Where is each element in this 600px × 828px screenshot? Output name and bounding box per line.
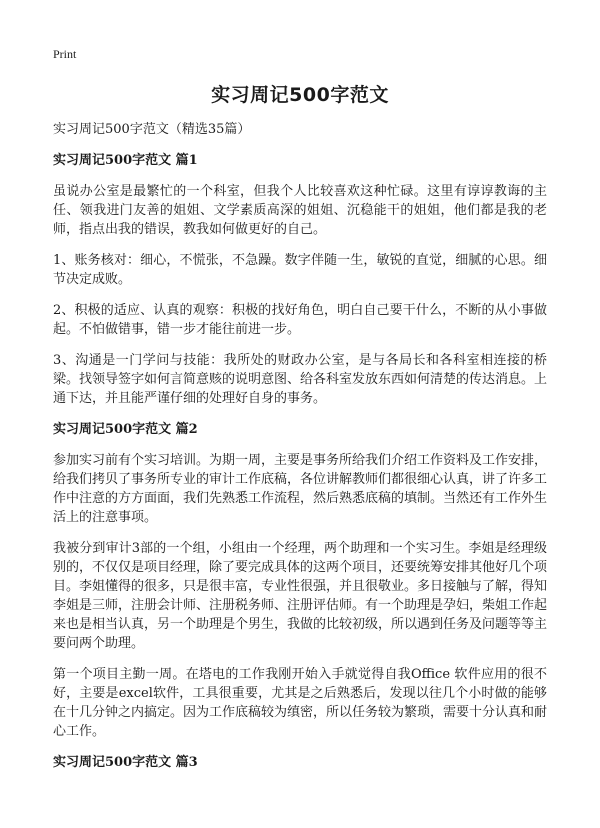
document-title: 实习周记500字范文 [211,84,389,106]
paragraph: 3、沟通是一门学问与技能：我所处的财政办公室，是与各局长和各科室相连接的桥梁。找领导签字如何言简意赅的说明意图、给各科室发放东西如何清楚的传达消息。上通下达，并且能严谨仔细的处理好自身的事务。 [53,353,548,406]
paragraph: 第一个项目主勤一周。在塔电的工作我刚开始入手就觉得自我Office 软件应用的很不好，主要是excel软件，工具很重要，尤其是之后熟悉后，发现以往几个小时做的能够在十几分钟之内搞定。因为工作底稿较为缜密，所以任务较为繁琐，需要十分认真和耐心工作。 [53,667,548,739]
section-heading: 实习周记500字范文 篇1 [53,153,198,168]
print-link[interactable]: Print [53,47,77,61]
paragraph: 虽说办公室是最繁忙的一个科室，但我个人比较喜欢这种忙碌。这里有谆谆教诲的主任、领我进门友善的姐姐、文学素质高深的姐姐、沉稳能干的姐姐，他们都是我的老师，指点出我的错误，教我如何做更好的自己。 [53,184,547,237]
paragraph: 参加实习前有个实习培训。为期一周，主要是事务所给我们介绍工作资料及工作安排，给我们拷贝了事务所专业的审计工作底稿，各位讲解教师们都很细心认真，讲了许多工作中注意的方方面面，我们先熟悉工作流程，然后熟悉底稿的填制。当然还有工作外生活上的注意事项。 [53,453,548,525]
section-heading: 实习周记500字范文 篇3 [53,755,198,770]
document-body [53,120,547,784]
section-3 [53,753,547,772]
section-heading: 实习周记500字范文 篇2 [53,422,198,437]
paragraph: 我被分到审计3部的一个组，小组由一个经理，两个助理和一个实习生。李姐是经理级别的，不仅仅是项目经理，除了要完成具体的这两个项目，还要统筹安排其他好几个项目。李姐懂得的很多，只是很丰富，专业性很强，并且很敬业。多日接触与了解，得知李姐是三师，注册会计师、注册税务师、注册评估师。有一个助理是孕妇，柴姐工作起来也是相当认真，另一个助理是个男生，我做的比较初级，所以遇到任务及问题等等主要问两个助理。 [53,541,548,651]
paragraph: 2、积极的适应、认真的观察：积极的找好角色，明白自己要干什么，不断的从小事做起。不怕做错事，错一步才能往前进一步。 [53,303,547,337]
section-2 [53,420,547,741]
paragraph: 1、账务核对：细心，不慌张，不急躁。数字伴随一生，敏锐的直觉，细腻的心思。细节决定成败。 [53,253,547,287]
section-1 [53,151,547,408]
document-subtitle: 实习周记500字范文（精选35篇） [53,122,251,137]
